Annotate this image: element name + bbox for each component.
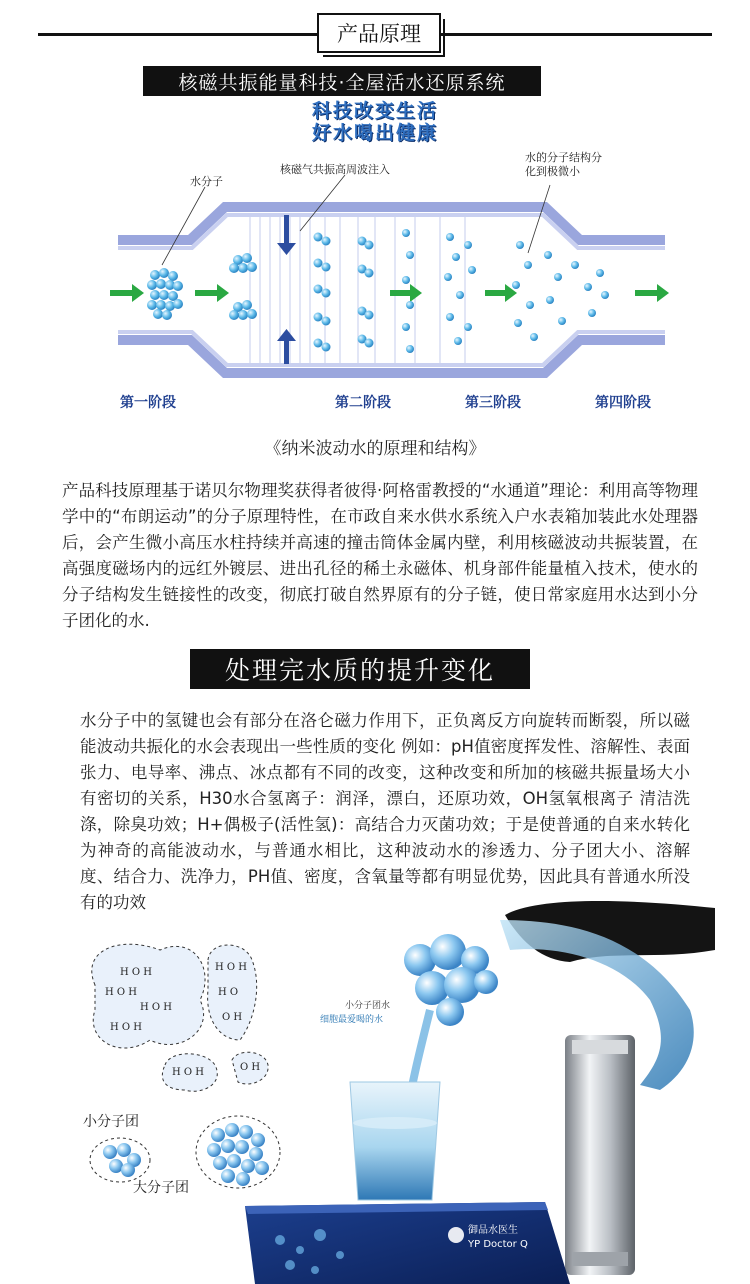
label-result-line-2: 化到极微小 — [525, 165, 580, 178]
brand-logo-icon — [448, 1227, 464, 1243]
svg-text:H O: H O — [218, 987, 239, 998]
svg-text:H O H: H O H — [215, 962, 247, 973]
diagram-caption: 《纳米波动水的原理和结构》 — [264, 439, 486, 459]
small-molecule-cluster — [404, 934, 498, 1026]
slogan-line-1: 科技改变生活 — [311, 100, 438, 122]
product-name-en: YP Doctor Q — [468, 1239, 528, 1250]
label-result-line-1: 水的分子结构分 — [525, 151, 602, 164]
svg-text:H O H: H O H — [120, 967, 152, 978]
svg-text:H O H: H O H — [172, 1067, 204, 1078]
slogan-line-2: 好水喝出健康 — [311, 122, 438, 144]
technology-banner: 核磁共振能量科技·全屋活水还原系统 — [143, 66, 541, 96]
svg-text:H O H: H O H — [105, 987, 137, 998]
svg-text:O H: O H — [240, 1062, 261, 1073]
water-glass — [350, 1082, 440, 1200]
stage-4: 第四阶段 — [595, 395, 651, 411]
water-structure-diagram — [100, 145, 670, 425]
stage-2: 第二阶段 — [335, 395, 391, 411]
small-cluster-icon — [103, 1143, 141, 1177]
filter-cylinder — [565, 1035, 635, 1275]
stage-3: 第三阶段 — [465, 395, 521, 411]
field-lines — [250, 217, 465, 363]
quality-change-paragraph: 水分子中的氢键也会有部分在洛仑磁力作用下，正负离反方向旋转而断裂，所以磁能波动共振化的水会表现出一些性质的变化 例如：pH值密度挥发性、溶解性、表面张力、电导率、沸点、冰点都有不同的改变，这种改变和所加的核磁共振量场大小有密切的关系，H30水合氢离子：润泽，漂白，还原功效，OH氢氧根离子 清洁洗涤，除臭功效；H+偶极子(活性氢)：高结合力灭菌功效；于是使普通的自来水转化为神奇的高能波动水，与普通水相比，这种波动水的渗透力、分子团大小、溶解度、结合力、洗净力，PH值、密度，含氧量等都有明显优势，因此具有普通水所没有的功效 — [80, 711, 690, 912]
section-title: 产品原理 — [317, 13, 441, 53]
hydrogen-bond-clusters — [92, 944, 268, 1091]
principle-paragraph: 产品科技原理基于诺贝尔物理奖获得者彼得·阿格雷教授的“水通道”理论：利用高等物理学中的“布朗运动”的分子原理特性，在市政自来水供水系统入户水表箱加装此水处理器后，会产生微小高压水柱持续并高速的撞击筒体金属内壁，利用核磁波动共振装置，在高强度磁场内的远红外镀层、进出孔径的稀土永磁体、机身部件能量植入技术，使水的分子结构发生链接性的改变，彻底打破自然界原有的分子链，使日常家庭用水达到小分子团化的水. — [62, 481, 698, 630]
tag-line-1: 小分子团水 — [345, 1001, 391, 1011]
tag-line-2: 细胞最爱喝的水 — [320, 1015, 384, 1025]
label-large-cluster: 大分子团 — [133, 1180, 189, 1196]
label-injection: 核磁气共振高周波注入 — [280, 163, 390, 176]
product-name: 御品水医生 — [468, 1225, 518, 1236]
quality-change-banner: 处理完水质的提升变化 — [190, 649, 530, 689]
slogan — [285, 100, 465, 144]
label-water-molecule: 水分子 — [190, 175, 223, 188]
svg-text:H O H: H O H — [140, 1002, 172, 1013]
stage-1: 第一阶段 — [120, 395, 176, 411]
svg-text:O H: O H — [222, 1012, 243, 1023]
large-cluster-icon — [207, 1123, 269, 1186]
svg-text:H O H: H O H — [110, 1022, 142, 1033]
product-illustration — [0, 890, 750, 1284]
label-small-cluster: 小分子团 — [83, 1114, 139, 1130]
